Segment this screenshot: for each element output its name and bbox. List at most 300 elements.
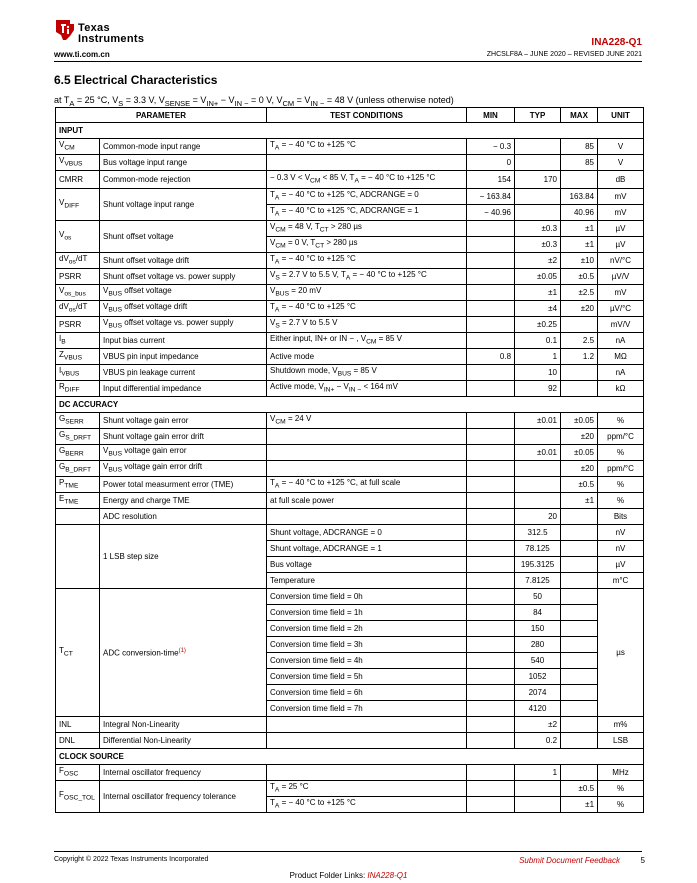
ti-logo[interactable] [54, 18, 184, 44]
min-cell: 154 [467, 171, 515, 189]
condition-cell: $V_{BUS} = 20$ mV [267, 285, 467, 301]
typ-cell [515, 493, 561, 509]
parameter-cell: Input differential impedance [100, 381, 267, 397]
symbol-cell: $R_{DIFF}$ [56, 381, 100, 397]
condition-cell: Conversion time field = 7h [267, 701, 467, 717]
brand-line1: Texas [78, 22, 110, 34]
condition-cell [267, 461, 467, 477]
min-cell [467, 477, 515, 493]
min-cell [467, 445, 515, 461]
table-row [56, 317, 644, 333]
part-number[interactable]: INA228-Q1 [591, 37, 642, 48]
min-cell [467, 669, 515, 685]
table-row [56, 525, 644, 541]
min-cell [467, 333, 515, 349]
table-row [56, 733, 644, 749]
table-row [56, 155, 644, 171]
min-cell [467, 301, 515, 317]
parameter-cell: Common-mode rejection [100, 171, 267, 189]
table-row [56, 221, 644, 237]
symbol-cell: $E_{TME}$ [56, 493, 100, 509]
unit-cell: µV [598, 221, 644, 237]
condition-cell [267, 733, 467, 749]
condition-cell: Conversion time field = 4h [267, 653, 467, 669]
typ-cell: ±2 [515, 717, 561, 733]
min-cell: − 40.96 [467, 205, 515, 221]
min-cell [467, 253, 515, 269]
condition-cell [267, 445, 467, 461]
unit-cell: m°C [598, 573, 644, 589]
parameter-cell: $V_{BUS}$ offset voltage [100, 285, 267, 301]
table-row [56, 253, 644, 269]
typ-cell [515, 461, 561, 477]
submit-feedback-link[interactable]: Submit Document Feedback [519, 856, 620, 865]
parameter-cell: Energy and charge TME [100, 493, 267, 509]
section-label: CLOCK SOURCE [56, 749, 644, 765]
min-cell [467, 413, 515, 429]
symbol-cell: INL [56, 717, 100, 733]
condition-cell: Conversion time field = 2h [267, 621, 467, 637]
table-row [56, 365, 644, 381]
parameter-cell: Internal oscillator frequency tolerance [100, 781, 267, 813]
symbol-cell: $T_{CT}$ [56, 589, 100, 717]
condition-cell: Active mode, $V_{IN+} - V_{IN -} < 164$ mV [267, 381, 467, 397]
condition-cell: $T_A$ = − 40 °C to +125 °C, ADCRANGE = 1 [267, 205, 467, 221]
typ-cell: ±4 [515, 301, 561, 317]
min-cell [467, 717, 515, 733]
condition-cell: Conversion time field = 6h [267, 685, 467, 701]
condition-cell: Conversion time field = 5h [267, 669, 467, 685]
typ-cell: 170 [515, 171, 561, 189]
max-cell: 163.84 [561, 189, 598, 205]
min-cell [467, 365, 515, 381]
typ-cell: ±0.3 [515, 237, 561, 253]
parameter-cell: VBUS pin leakage current [100, 365, 267, 381]
condition-cell [267, 509, 467, 525]
parameter-cell: $V_{BUS}$ voltage gain error drift [100, 461, 267, 477]
max-cell: ±20 [561, 429, 598, 445]
parameter-cell: Internal oscillator frequency [100, 765, 267, 781]
folder-label: Product Folder Links: [289, 871, 368, 880]
parameter-cell: Shunt voltage gain error drift [100, 429, 267, 445]
table-header-row [56, 108, 644, 123]
unit-cell: % [598, 493, 644, 509]
condition-cell: Conversion time field = 3h [267, 637, 467, 653]
typ-cell: 84 [515, 605, 561, 621]
symbol-cell: DNL [56, 733, 100, 749]
table-row [56, 139, 644, 155]
condition-cell [267, 717, 467, 733]
unit-cell: µV [598, 237, 644, 253]
min-cell [467, 317, 515, 333]
table-row [56, 333, 644, 349]
max-cell: ±1 [561, 493, 598, 509]
symbol-cell: $dV_{os}/dT$ [56, 253, 100, 269]
min-cell: − 0.3 [467, 139, 515, 155]
parameter-cell: $V_{BUS}$ voltage gain error [100, 445, 267, 461]
symbol-cell: $V_{DIFF}$ [56, 189, 100, 221]
min-cell [467, 733, 515, 749]
symbol-cell: $Z_{VBUS}$ [56, 349, 100, 365]
min-cell [467, 221, 515, 237]
symbol-cell: PSRR [56, 317, 100, 333]
condition-cell: Shunt voltage, ADCRANGE = 0 [267, 525, 467, 541]
condition-cell: $V_S = 2.7$ V to 5.5 V, $T_A$ = − 40 °C to +125 °C [267, 269, 467, 285]
condition-cell [267, 429, 467, 445]
copyright: Copyright © 2022 Texas Instruments Incorporated [54, 856, 209, 863]
header-divider [54, 61, 642, 62]
typ-cell [515, 155, 561, 171]
typ-cell [515, 139, 561, 155]
max-cell [561, 637, 598, 653]
max-cell [561, 525, 598, 541]
typ-cell [515, 797, 561, 813]
typ-cell [515, 477, 561, 493]
page-number: 5 [640, 856, 645, 865]
table-row [56, 493, 644, 509]
table-row [56, 413, 644, 429]
condition-cell: − 0.3 $V < V_{CM} < 85$ V, $T_A$ = − 40 °C to +125 °C [267, 171, 467, 189]
header-parameter: PARAMETER [56, 108, 267, 123]
typ-cell: 92 [515, 381, 561, 397]
header-unit: UNIT [598, 108, 644, 123]
typ-cell: 2074 [515, 685, 561, 701]
site-url-link[interactable]: www.ti.com.cn [54, 50, 110, 59]
parameter-cell: Shunt offset voltage drift [100, 253, 267, 269]
unit-cell: LSB [598, 733, 644, 749]
unit-cell: nA [598, 365, 644, 381]
condition-cell: Shutdown mode, $V_{BUS} = 85$ V [267, 365, 467, 381]
typ-cell: 312.5 [515, 525, 561, 541]
condition-cell: Either input, IN+ or IN − , $V_{CM} = 85$ V [267, 333, 467, 349]
typ-cell: ±1 [515, 285, 561, 301]
symbol-cell: $P_{TME}$ [56, 477, 100, 493]
condition-cell: $V_{CM} = 24$ V [267, 413, 467, 429]
symbol-cell [56, 525, 100, 589]
max-cell: 2.5 [561, 333, 598, 349]
table-row [56, 285, 644, 301]
typ-cell: 78.125 [515, 541, 561, 557]
condition-cell: at full scale power [267, 493, 467, 509]
unit-cell: µV [598, 557, 644, 573]
section-row-input [56, 123, 644, 139]
parameter-cell: Input bias current [100, 333, 267, 349]
symbol-cell: $V_{os}$ [56, 221, 100, 253]
symbol-cell: $V_{CM}$ [56, 139, 100, 155]
unit-cell: % [598, 445, 644, 461]
unit-cell: MΩ [598, 349, 644, 365]
condition-cell: Shunt voltage, ADCRANGE = 1 [267, 541, 467, 557]
parameter-cell: $V_{BUS}$ offset voltage drift [100, 301, 267, 317]
unit-cell: % [598, 781, 644, 797]
max-cell [561, 621, 598, 637]
unit-cell: % [598, 477, 644, 493]
unit-cell: % [598, 797, 644, 813]
typ-cell: ±0.05 [515, 269, 561, 285]
unit-cell: MHz [598, 765, 644, 781]
max-cell [561, 557, 598, 573]
product-folder-links [0, 871, 697, 880]
typ-cell: ±0.25 [515, 317, 561, 333]
symbol-cell: $dV_{os}/dT$ [56, 301, 100, 317]
typ-cell: 1 [515, 765, 561, 781]
table-row [56, 429, 644, 445]
max-cell: ±1 [561, 797, 598, 813]
typ-cell: 195.3125 [515, 557, 561, 573]
table-row [56, 509, 644, 525]
typ-cell: 1 [515, 349, 561, 365]
max-cell: ±20 [561, 461, 598, 477]
table-row [56, 171, 644, 189]
symbol-cell: $V_{VBUS}$ [56, 155, 100, 171]
table-row [56, 349, 644, 365]
min-cell [467, 637, 515, 653]
symbol-cell [56, 509, 100, 525]
max-cell [561, 653, 598, 669]
max-cell [561, 381, 598, 397]
max-cell: ±2.5 [561, 285, 598, 301]
condition-cell: $T_A = 25$ °C [267, 781, 467, 797]
max-cell: ±0.5 [561, 269, 598, 285]
footer-divider [54, 851, 642, 852]
unit-cell: nV [598, 525, 644, 541]
parameter-cell: Power total measurment error (TME) [100, 477, 267, 493]
symbol-cell: $F_{OSC}$ [56, 765, 100, 781]
footnote-ref[interactable]: (1) [178, 648, 186, 655]
min-cell: 0 [467, 155, 515, 171]
max-cell [561, 701, 598, 717]
condition-cell: Active mode [267, 349, 467, 365]
condition-cell: $T_A$ = − 40 °C to +125 °C, at full scale [267, 477, 467, 493]
unit-cell: ppm/°C [598, 429, 644, 445]
max-cell [561, 573, 598, 589]
typ-cell: ±0.3 [515, 221, 561, 237]
condition-cell: $T_A$ = − 40 °C to +125 °C [267, 301, 467, 317]
max-cell: 1.2 [561, 349, 598, 365]
parameter-cell: Integral Non-Linearity [100, 717, 267, 733]
min-cell [467, 493, 515, 509]
table-row [56, 765, 644, 781]
max-cell: ±10 [561, 253, 598, 269]
typ-cell: 0.2 [515, 733, 561, 749]
table-row [56, 269, 644, 285]
min-cell [467, 781, 515, 797]
max-cell: ±0.05 [561, 445, 598, 461]
max-cell [561, 365, 598, 381]
unit-cell: nV/°C [598, 253, 644, 269]
min-cell [467, 381, 515, 397]
doc-meta: ZHCSLF8A – JUNE 2020 – REVISED JUNE 2021 [486, 51, 642, 58]
table-row [56, 589, 644, 605]
section-row-clock [56, 749, 644, 765]
unit-cell: Bits [598, 509, 644, 525]
max-cell [561, 669, 598, 685]
parameter-cell: Differential Non-Linearity [100, 733, 267, 749]
condition-cell: Conversion time field = 1h [267, 605, 467, 621]
min-cell: − 163.84 [467, 189, 515, 205]
max-cell [561, 509, 598, 525]
min-cell [467, 685, 515, 701]
unit-cell: mV [598, 205, 644, 221]
condition-cell: Bus voltage [267, 557, 467, 573]
max-cell [561, 717, 598, 733]
unit-cell: % [598, 413, 644, 429]
symbol-cell: $G_{BERR}$ [56, 445, 100, 461]
typ-cell [515, 189, 561, 205]
symbol-cell: $F_{OSC\_TOL}$ [56, 781, 100, 813]
ti-logo-icon [54, 18, 76, 42]
parameter-cell: Shunt offset voltage vs. power supply [100, 269, 267, 285]
typ-cell: ±2 [515, 253, 561, 269]
typ-cell [515, 429, 561, 445]
section-label: DC ACCURACY [56, 397, 644, 413]
typ-cell [515, 781, 561, 797]
typ-cell: 50 [515, 589, 561, 605]
condition-cell: $V_{CM} = 0$ V, $T_{CT} > 280$ µs [267, 237, 467, 253]
typ-cell: 540 [515, 653, 561, 669]
max-cell: 40.96 [561, 205, 598, 221]
condition-cell: $T_A$ = − 40 °C to +125 °C, ADCRANGE = 0 [267, 189, 467, 205]
max-cell: ±0.05 [561, 413, 598, 429]
min-cell [467, 573, 515, 589]
max-cell [561, 589, 598, 605]
condition-cell: $V_{CM} = 48$ V, $T_{CT} > 280$ µs [267, 221, 467, 237]
table-row [56, 189, 644, 205]
section-label: INPUT [56, 123, 644, 139]
unit-cell: µs [598, 589, 644, 717]
unit-cell: V [598, 155, 644, 171]
max-cell [561, 685, 598, 701]
max-cell: ±0.5 [561, 477, 598, 493]
parameter-cell: $V_{BUS}$ offset voltage vs. power supply [100, 317, 267, 333]
max-cell [561, 733, 598, 749]
symbol-cell: CMRR [56, 171, 100, 189]
min-cell [467, 237, 515, 253]
unit-cell: dB [598, 171, 644, 189]
table-row [56, 781, 644, 797]
header-conditions: TEST CONDITIONS [267, 108, 467, 123]
table-row [56, 445, 644, 461]
max-cell [561, 171, 598, 189]
max-cell: ±20 [561, 301, 598, 317]
condition-cell: Conversion time field = 0h [267, 589, 467, 605]
min-cell: 0.8 [467, 349, 515, 365]
parameter-cell: Shunt voltage input range [100, 189, 267, 221]
condition-cell [267, 155, 467, 171]
typ-cell: 150 [515, 621, 561, 637]
symbol-cell: $G_{S\_DRFT}$ [56, 429, 100, 445]
condition-cell: $T_A$ = − 40 °C to +125 °C [267, 253, 467, 269]
typ-cell: 10 [515, 365, 561, 381]
typ-cell: 1052 [515, 669, 561, 685]
typ-cell: 0.1 [515, 333, 561, 349]
typ-cell: 20 [515, 509, 561, 525]
typ-cell: 7.8125 [515, 573, 561, 589]
min-cell [467, 621, 515, 637]
unit-cell: V [598, 139, 644, 155]
parameter-cell: Common-mode input range [100, 139, 267, 155]
test-conditions-note: at $T_A = 25$ °C, $V_S = 3.3$ V, $V_{SENSE} = V_{IN+} - V_{IN -} = 0$ V, $V_{CM} = V_{IN -} = 48$ V (unless otherwise noted) [54, 95, 454, 108]
unit-cell: mV/V [598, 317, 644, 333]
min-cell [467, 461, 515, 477]
condition-cell [267, 765, 467, 781]
symbol-cell: $I_{VBUS}$ [56, 365, 100, 381]
folder-link[interactable]: INA228-Q1 [367, 871, 408, 880]
max-cell: ±0.5 [561, 781, 598, 797]
typ-cell [515, 205, 561, 221]
unit-cell: µV/V [598, 269, 644, 285]
parameter-cell: 1 LSB step size [100, 525, 267, 589]
max-cell [561, 605, 598, 621]
unit-cell: mV [598, 285, 644, 301]
brand-line2: Instruments [78, 33, 145, 45]
min-cell [467, 797, 515, 813]
symbol-cell: $V_{os\_bus}$ [56, 285, 100, 301]
max-cell [561, 541, 598, 557]
condition-cell: $T_A$ = − 40 °C to +125 °C [267, 797, 467, 813]
symbol-cell: PSRR [56, 269, 100, 285]
min-cell [467, 653, 515, 669]
max-cell [561, 317, 598, 333]
header-typ: TYP [515, 108, 561, 123]
typ-cell: 280 [515, 637, 561, 653]
electrical-characteristics-table [55, 107, 644, 813]
min-cell [467, 509, 515, 525]
min-cell [467, 269, 515, 285]
section-row-dc [56, 397, 644, 413]
max-cell [561, 765, 598, 781]
condition-cell: $T_A$ = − 40 °C to +125 °C [267, 139, 467, 155]
min-cell [467, 765, 515, 781]
max-cell: ±1 [561, 237, 598, 253]
unit-cell: nA [598, 333, 644, 349]
unit-cell: kΩ [598, 381, 644, 397]
typ-cell: ±0.01 [515, 413, 561, 429]
unit-cell: m% [598, 717, 644, 733]
min-cell [467, 701, 515, 717]
min-cell [467, 285, 515, 301]
section-title: 6.5 Electrical Characteristics [54, 73, 218, 87]
unit-cell: nV [598, 541, 644, 557]
symbol-cell: $I_B$ [56, 333, 100, 349]
typ-cell: 4120 [515, 701, 561, 717]
min-cell [467, 429, 515, 445]
table-row [56, 717, 644, 733]
unit-cell: ppm/°C [598, 461, 644, 477]
header-max: MAX [561, 108, 598, 123]
min-cell [467, 541, 515, 557]
min-cell [467, 605, 515, 621]
header-min: MIN [467, 108, 515, 123]
unit-cell: mV [598, 189, 644, 205]
parameter-cell: Shunt voltage gain error [100, 413, 267, 429]
condition-cell: $V_S = 2.7$ V to 5.5 V [267, 317, 467, 333]
min-cell [467, 589, 515, 605]
parameter-cell: ADC conversion-time$^{(1)}$ [100, 589, 267, 717]
unit-cell: µV/°C [598, 301, 644, 317]
symbol-cell: $G_{SERR}$ [56, 413, 100, 429]
table-row [56, 381, 644, 397]
max-cell: ±1 [561, 221, 598, 237]
max-cell: 85 [561, 139, 598, 155]
min-cell [467, 557, 515, 573]
parameter-cell: ADC resolution [100, 509, 267, 525]
max-cell: 85 [561, 155, 598, 171]
parameter-cell: Shunt offset voltage [100, 221, 267, 253]
parameter-cell: VBUS pin input impedance [100, 349, 267, 365]
condition-cell: Temperature [267, 573, 467, 589]
parameter-cell: Bus voltage input range [100, 155, 267, 171]
